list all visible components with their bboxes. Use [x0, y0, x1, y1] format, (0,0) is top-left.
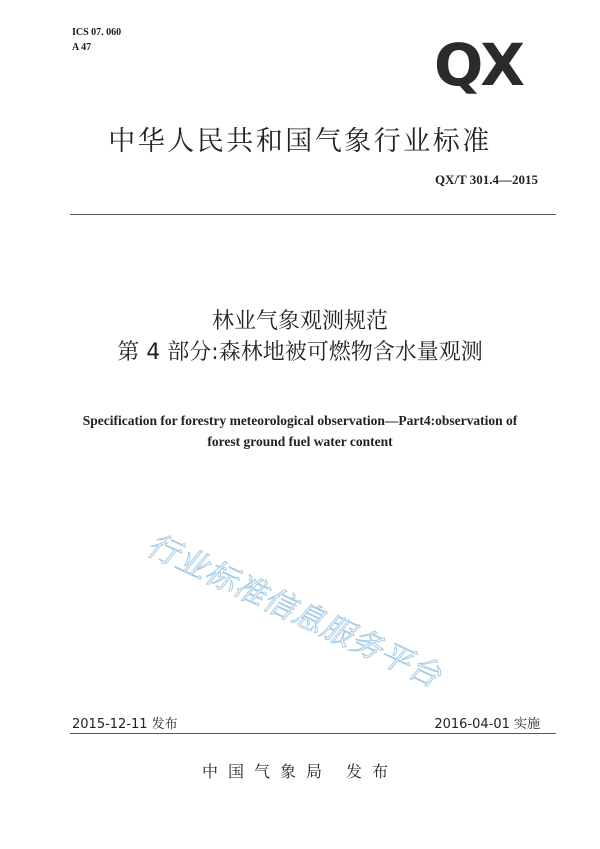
chinese-title-line-2: 第 4 部分:森林地被可燃物含水量观测 [117, 340, 483, 365]
standard-number: QX/T 301.4—2015 [434, 172, 538, 187]
issuer-org: 中国气象局 [201, 762, 332, 781]
english-title-line-1: Specification for forestry meteorological observation—Part4:observation of [82, 413, 518, 428]
ccs-code: A 47 [72, 42, 92, 53]
ics-code: ICS 07. 060 [72, 27, 122, 38]
issue-date: 2015-12-11 发布 [72, 717, 178, 732]
implementation-date: 2016-04-01 实施 [434, 717, 540, 732]
bottom-divider [70, 733, 556, 734]
qx-logo: QX [433, 31, 522, 99]
chinese-title-line-1: 林业气象观测规范 [211, 309, 388, 334]
watermark-text: 行业标准信息服务平台 [141, 527, 447, 696]
top-divider [70, 214, 556, 215]
standard-category-title: 中华人民共和国气象行业标准 [108, 126, 492, 157]
issuer-action: 发布 [346, 762, 399, 781]
english-title-line-2: forest ground fuel water content [207, 434, 393, 449]
issuer [0, 759, 600, 782]
